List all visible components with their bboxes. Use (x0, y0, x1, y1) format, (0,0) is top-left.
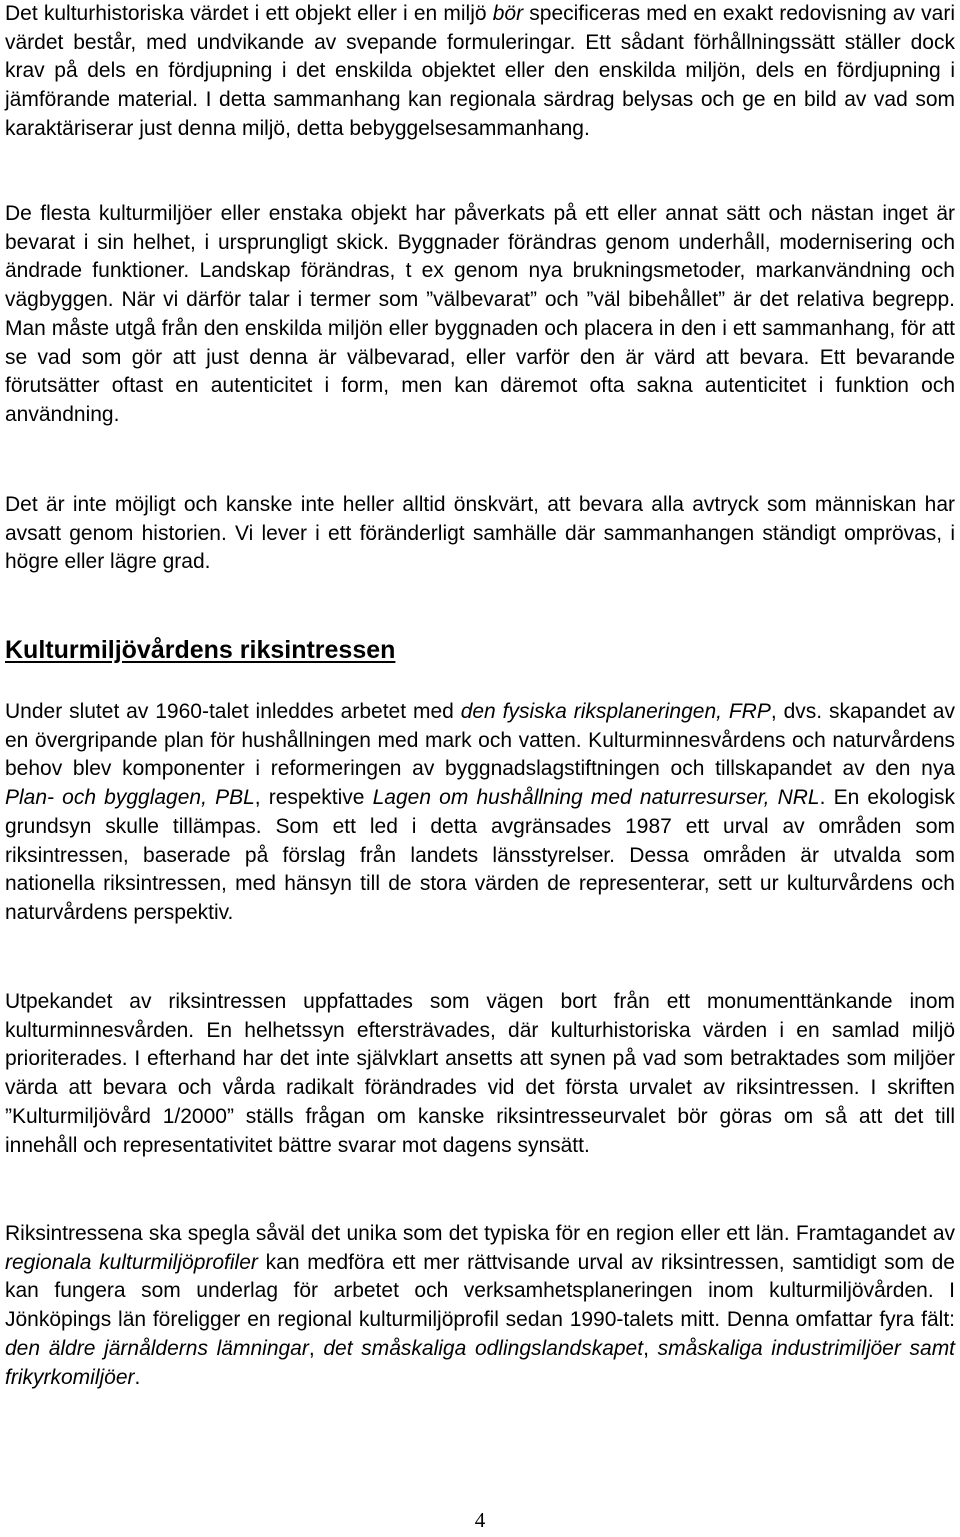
paragraph-cultural-value (5, 0, 955, 144)
text-run: , (643, 1336, 658, 1360)
emphasis-text: småskaliga industrimiljöer samt frikyrkomiljöer (5, 1336, 956, 1389)
text-run: . (134, 1365, 141, 1389)
text-run: specificeras med en exakt redovisning av vari värdet består, med undvikande av svepande formuleringar. Ett sådant förhållningssätt ställer dock krav på dels en fördjupning i det enskilda objektet eller den enskilda miljön, dels en fördjupning i jämförande material. I detta sammanhang kan regionala särdrag belysas och ge en bild av vad som karaktäriserar just denna miljö, detta bebyggelsesammanhang. (5, 2, 955, 140)
text-run: , respektive (254, 786, 373, 810)
text-run: Det kulturhistoriska värdet i ett objekt eller i en miljö (5, 2, 493, 25)
paragraph-not-possible: Det är inte möjligt och kanske inte heller alltid önskvärt, att bevara alla avtryck som människan har avsatt genom historien. Vi lever i ett föränderligt samhälle där sammanhangen ständigt omprövas, i högre eller lägre grad. (5, 493, 955, 574)
emphasis-text: den äldre järnålderns lämningar (5, 1336, 309, 1360)
emphasis-text: den fysiska riksplaneringen, FRP (460, 700, 771, 723)
text-run: Riksintressena ska spegla såväl det unika som det typiska för en region eller ett län. Framtagandet av (5, 1222, 955, 1245)
emphasis-text: det småskaliga odlingslandskapet (323, 1336, 644, 1360)
paragraph-preservation-state: De flesta kulturmiljöer eller enstaka objekt har påverkats på ett eller annat sätt och nästan inget är bevarat i sin helhet, i ursprungligt skick. Byggnader förändras genom underhåll, modernisering och ändrade funktioner. Landskap förändras, t ex genom nya brukningsmetoder, markanvändning och vägbyggen. När vi därför talar i termer som ”välbevarat” och ”väl bibehållet” är det relativa begrepp. Man måste utgå från den enskilda miljön eller byggnaden och placera in den i ett sammanhang, för att se vad som gör att just denna är välbevarad, eller varför den är värd att bevara. Ett bevarande förutsätter oftast en autenticitet i form, men kan däremot ofta sakna autenticitet i funktion och användning. (5, 202, 955, 426)
paragraph-regional-profiles (5, 1220, 955, 1392)
text-run: kan medföra ett mer rättvisande urval av riksintressen, samtidigt som de kan fungera som underlag för arbetet och verksamhetsplaneringen inom kulturmiljövården. I Jönköpings län föreligger en regional kulturmiljöprofil sedan 1990-talets mitt. Denna omfattar fyra fält: (5, 1250, 955, 1332)
text-run: Under slutet av 1960-talet inleddes arbetet med (5, 700, 461, 723)
emphasis-text: Plan- och bygglagen, PBL (5, 786, 255, 810)
paragraph-national-planning (5, 698, 955, 928)
paragraph-national-interests: Utpekandet av riksintressen uppfattades som vägen bort från ett monumenttänkande inom kulturminnesvården. En helhetssyn eftersträvades, där kulturhistoriska värden i en samlad miljö prioriterades. I efterhand har det inte självklart ansetts att synen på vad som betraktades som miljöer värda att bevara och vårda radikalt förändrades vid det första urvalet av riksintressen. I skriften ”Kulturmiljövård 1/2000” ställs frågan om kanske riksintresseurvalet bör göras om så att det till innehåll och representativitet bättre svarar mot dagens synsätt. (5, 990, 955, 1157)
text-run: . En ekologisk grundsyn skulle tillämpas. Som ett led i detta avgränsades 1987 ett urval av områden som riksintressen, baserade på förslag från landets länsstyrelser. Dessa områden är utvalda som nationella riksintressen, med hänsyn till de stora värden de representerar, sett ur kulturvårdens och naturvårdens perspektiv. (5, 786, 955, 924)
emphasis-text: Lagen om hushållning med naturresurser, NRL (372, 786, 820, 810)
text-run: , dvs. skapandet av en övergripande plan för hushållningen med mark och vatten. Kulturminnesvårdens och naturvårdens behov blev komponenter i reformeringen av byggnadslagstiftningen och tillskapandet av den nya (5, 700, 955, 781)
emphasis-text: bör (492, 2, 524, 25)
emphasis-text: regionala kulturmiljöprofiler (5, 1250, 258, 1274)
text-run: , (308, 1336, 324, 1360)
section-heading: Kulturmiljövårdens riksintressen (5, 636, 396, 664)
page-number: 4 (474, 1508, 486, 1532)
